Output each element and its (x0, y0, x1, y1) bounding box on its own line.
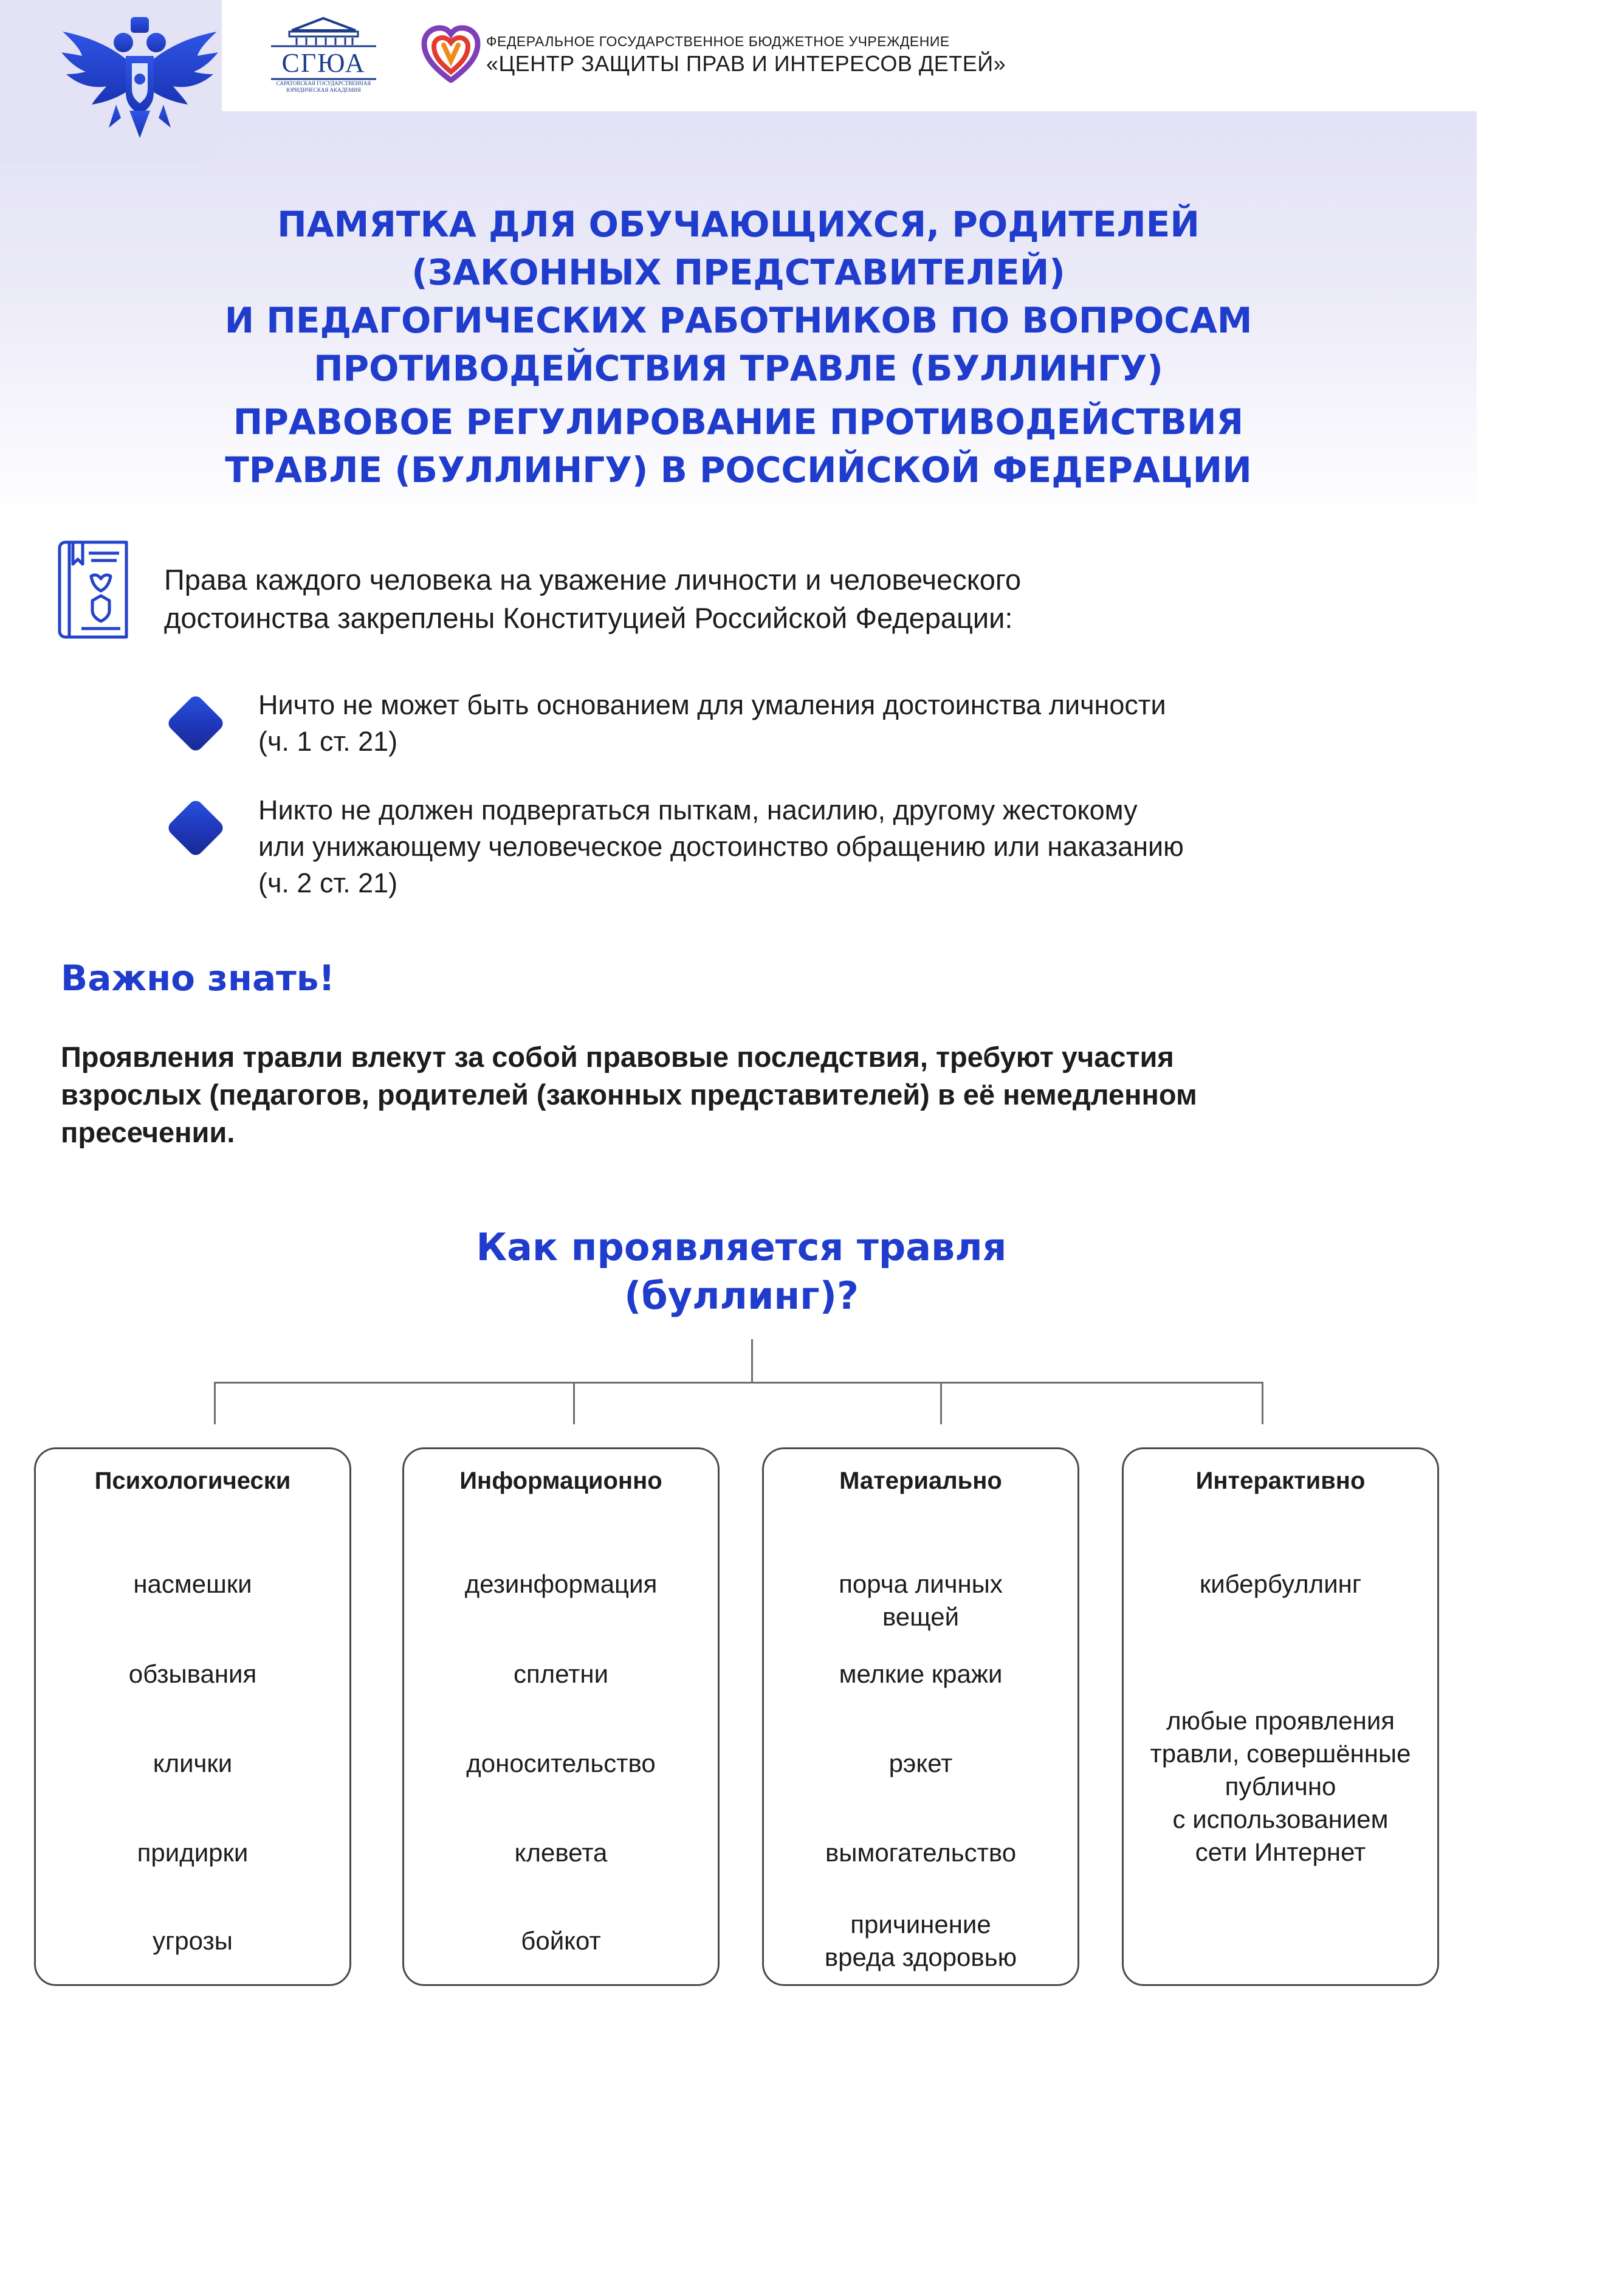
important-heading: Важно знать! (61, 957, 335, 999)
constitution-document-icon (55, 540, 134, 643)
category-item: бойкот (521, 1926, 601, 1955)
how-title-line: (буллинг)? (624, 1274, 859, 1318)
tree-branch-line (940, 1382, 942, 1424)
center-subtitle: ФЕДЕРАЛЬНОЕ ГОСУДАРСТВЕННОЕ БЮДЖЕТНОЕ УЧРЕЖДЕНИЕ (486, 33, 950, 49)
intro-line: достоинства закреплены Конституцией Российской Федерации: (164, 602, 1013, 634)
sgua-logo-text: СГЮА (281, 48, 366, 78)
tree-branch-line (573, 1382, 575, 1424)
subtitle-line: ПРАВОВОЕ РЕГУЛИРОВАНИЕ ПРОТИВОДЕЙСТВИЯ (233, 401, 1244, 443)
tree-branch-line (1262, 1382, 1263, 1424)
category-item: сплетни (513, 1660, 609, 1688)
important-line: Проявления травли влекут за собой правовые последствия, требуют участия (61, 1041, 1174, 1073)
category-item: клички (153, 1749, 233, 1777)
sgua-logo-subtitle: САРАТОВСКАЯ ГОСУДАРСТВЕННАЯ ЮРИДИЧЕСКАЯ АКАДЕМИЯ (276, 80, 371, 93)
important-text (61, 1038, 1398, 1151)
category-box-psychological (34, 1447, 351, 1986)
bullet-line: или унижающему человеческое достоинство обращению или наказанию (258, 831, 1184, 862)
category-item: порча личных вещей (839, 1570, 1003, 1631)
category-title: Интерактивно (1195, 1467, 1366, 1494)
category-item: вымогательство (825, 1838, 1017, 1867)
category-title: Материально (839, 1467, 1002, 1494)
bullet-line: (ч. 2 ст. 21) (258, 867, 398, 898)
intro-line: Права каждого человека на уважение личности и человеческого (164, 564, 1022, 596)
title-line: ПАМЯТКА ДЛЯ ОБУЧАЮЩИХСЯ, РОДИТЕЛЕЙ (277, 204, 1200, 245)
bullet-diamond-icon (166, 798, 226, 858)
category-item: угрозы (152, 1926, 233, 1955)
category-item: кибербуллинг (1199, 1570, 1362, 1598)
constitution-bullet-1 (258, 687, 1352, 760)
category-item: клевета (514, 1838, 608, 1867)
title-line: И ПЕДАГОГИЧЕСКИХ РАБОТНИКОВ ПО ВОПРОСАМ (224, 300, 1253, 341)
category-item: причинение вреда здоровью (824, 1910, 1017, 1971)
category-item: придирки (137, 1838, 249, 1867)
tree-trunk-line (751, 1339, 753, 1383)
category-item: дезинформация (464, 1570, 658, 1598)
title-line: (ЗАКОННЫХ ПРЕДСТАВИТЕЛЕЙ) (411, 252, 1065, 293)
category-box-interactive (1122, 1447, 1439, 1986)
category-box-informational (402, 1447, 720, 1986)
important-line: взрослых (педагогов, родителей (законных представителей) в её немедленном (61, 1078, 1197, 1111)
bullet-line: (ч. 1 ст. 21) (258, 726, 398, 757)
title-line: ПРОТИВОДЕЙСТВИЯ ТРАВЛЕ (БУЛЛИНГУ) (314, 348, 1163, 389)
category-title: Информационно (459, 1467, 662, 1494)
bullet-line: Ничто не может быть основанием для умаления достоинства личности (258, 689, 1166, 720)
bullet-line: Никто не должен подвергаться пыткам, насилию, другому жестокому (258, 795, 1138, 826)
tree-branch-line (214, 1382, 216, 1424)
category-item: рэкет (888, 1749, 953, 1777)
constitution-intro (164, 560, 1258, 637)
subtitle-line: ТРАВЛЕ (БУЛЛИНГУ) В РОССИЙСКОЙ ФЕДЕРАЦИИ (225, 449, 1252, 491)
important-line: пресечении. (61, 1116, 235, 1148)
bullet-diamond-icon (166, 694, 226, 754)
category-item: насмешки (133, 1570, 252, 1598)
category-item: любые проявления травли, совершённые публично с использованием сети Интернет (1150, 1706, 1411, 1866)
how-title-line: Как проявляется травля (476, 1225, 1007, 1269)
legal-regulation-title (128, 398, 1349, 494)
category-item: мелкие кражи (839, 1660, 1003, 1688)
category-box-material (762, 1447, 1079, 1986)
heart-shield-logo-icon (421, 24, 481, 83)
memo-title (128, 201, 1349, 393)
category-item: обзывания (128, 1660, 257, 1688)
constitution-bullet-2 (258, 792, 1352, 902)
category-item: доносительство (466, 1749, 656, 1777)
how-bullying-title (316, 1223, 1167, 1320)
tree-horizontal-line (214, 1382, 1263, 1384)
category-title: Психологически (94, 1467, 291, 1494)
center-name: «ЦЕНТР ЗАЩИТЫ ПРАВ И ИНТЕРЕСОВ ДЕТЕЙ» (486, 51, 1006, 76)
double-headed-eagle-icon (58, 13, 222, 144)
